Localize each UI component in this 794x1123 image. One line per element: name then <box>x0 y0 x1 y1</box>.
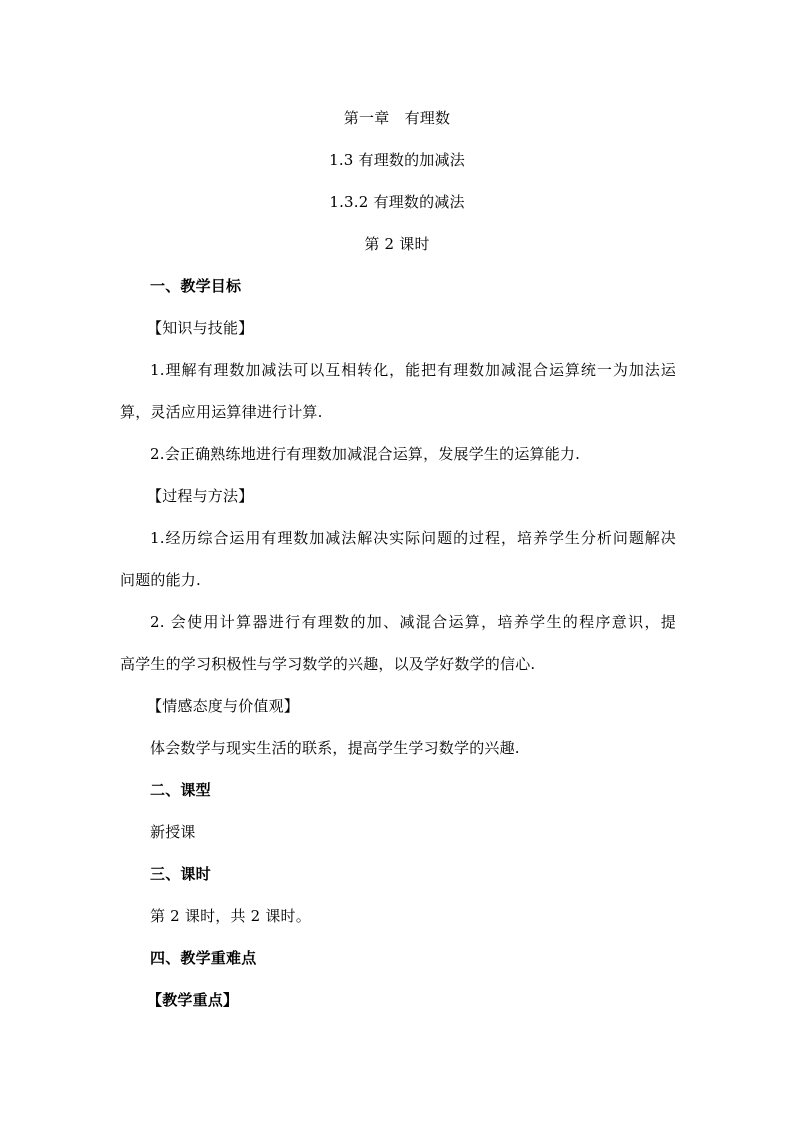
process-item1-line1: 1.经历综合运用有理数加减法解决实际问题的过程，培养学生分析问题解决 <box>150 529 676 547</box>
process-item2-line1: 2. 会使用计算器进行有理数的加、减混合运算，培养学生的程序意识，提 <box>150 613 676 631</box>
emotion-text: 体会数学与现实生活的联系，提高学生学习数学的兴趣. <box>150 739 520 757</box>
process-item2-line2: 高学生的学习积极性与学习数学的兴趣，以及学好数学的信心. <box>120 655 536 673</box>
knowledge-item2: 2.会正确熟练地进行有理数加减混合运算，发展学生的运算能力. <box>150 445 581 463</box>
lesson-type-text: 新授课 <box>150 823 196 841</box>
chapter-title: 第一章 有理数 <box>343 109 451 127</box>
section-title: 1.3 有理数的加减法 <box>329 151 465 169</box>
label-teaching-focus: 【教学重点】 <box>147 991 239 1009</box>
heading-objectives: 一、教学目标 <box>150 277 242 295</box>
periods-text: 第 2 课时，共 2 课时。 <box>150 907 311 925</box>
process-item1-line2: 问题的能力. <box>120 571 201 589</box>
label-emotion-values: 【情感态度与价值观】 <box>147 697 300 715</box>
heading-lesson-type: 二、课型 <box>150 781 211 799</box>
label-knowledge-skills: 【知识与技能】 <box>147 319 254 337</box>
knowledge-item1-line1: 1.理解有理数加减法可以互相转化，能把有理数加减混合运算统一为加法运 <box>150 361 676 379</box>
heading-periods: 三、课时 <box>150 865 211 883</box>
heading-key-points: 四、教学重难点 <box>150 949 257 967</box>
knowledge-item1-line2: 算，灵活应用运算律进行计算. <box>120 403 323 421</box>
label-process-methods: 【过程与方法】 <box>147 487 254 505</box>
lesson-title: 第 2 课时 <box>364 235 430 253</box>
subsection-title: 1.3.2 有理数的减法 <box>329 193 465 211</box>
